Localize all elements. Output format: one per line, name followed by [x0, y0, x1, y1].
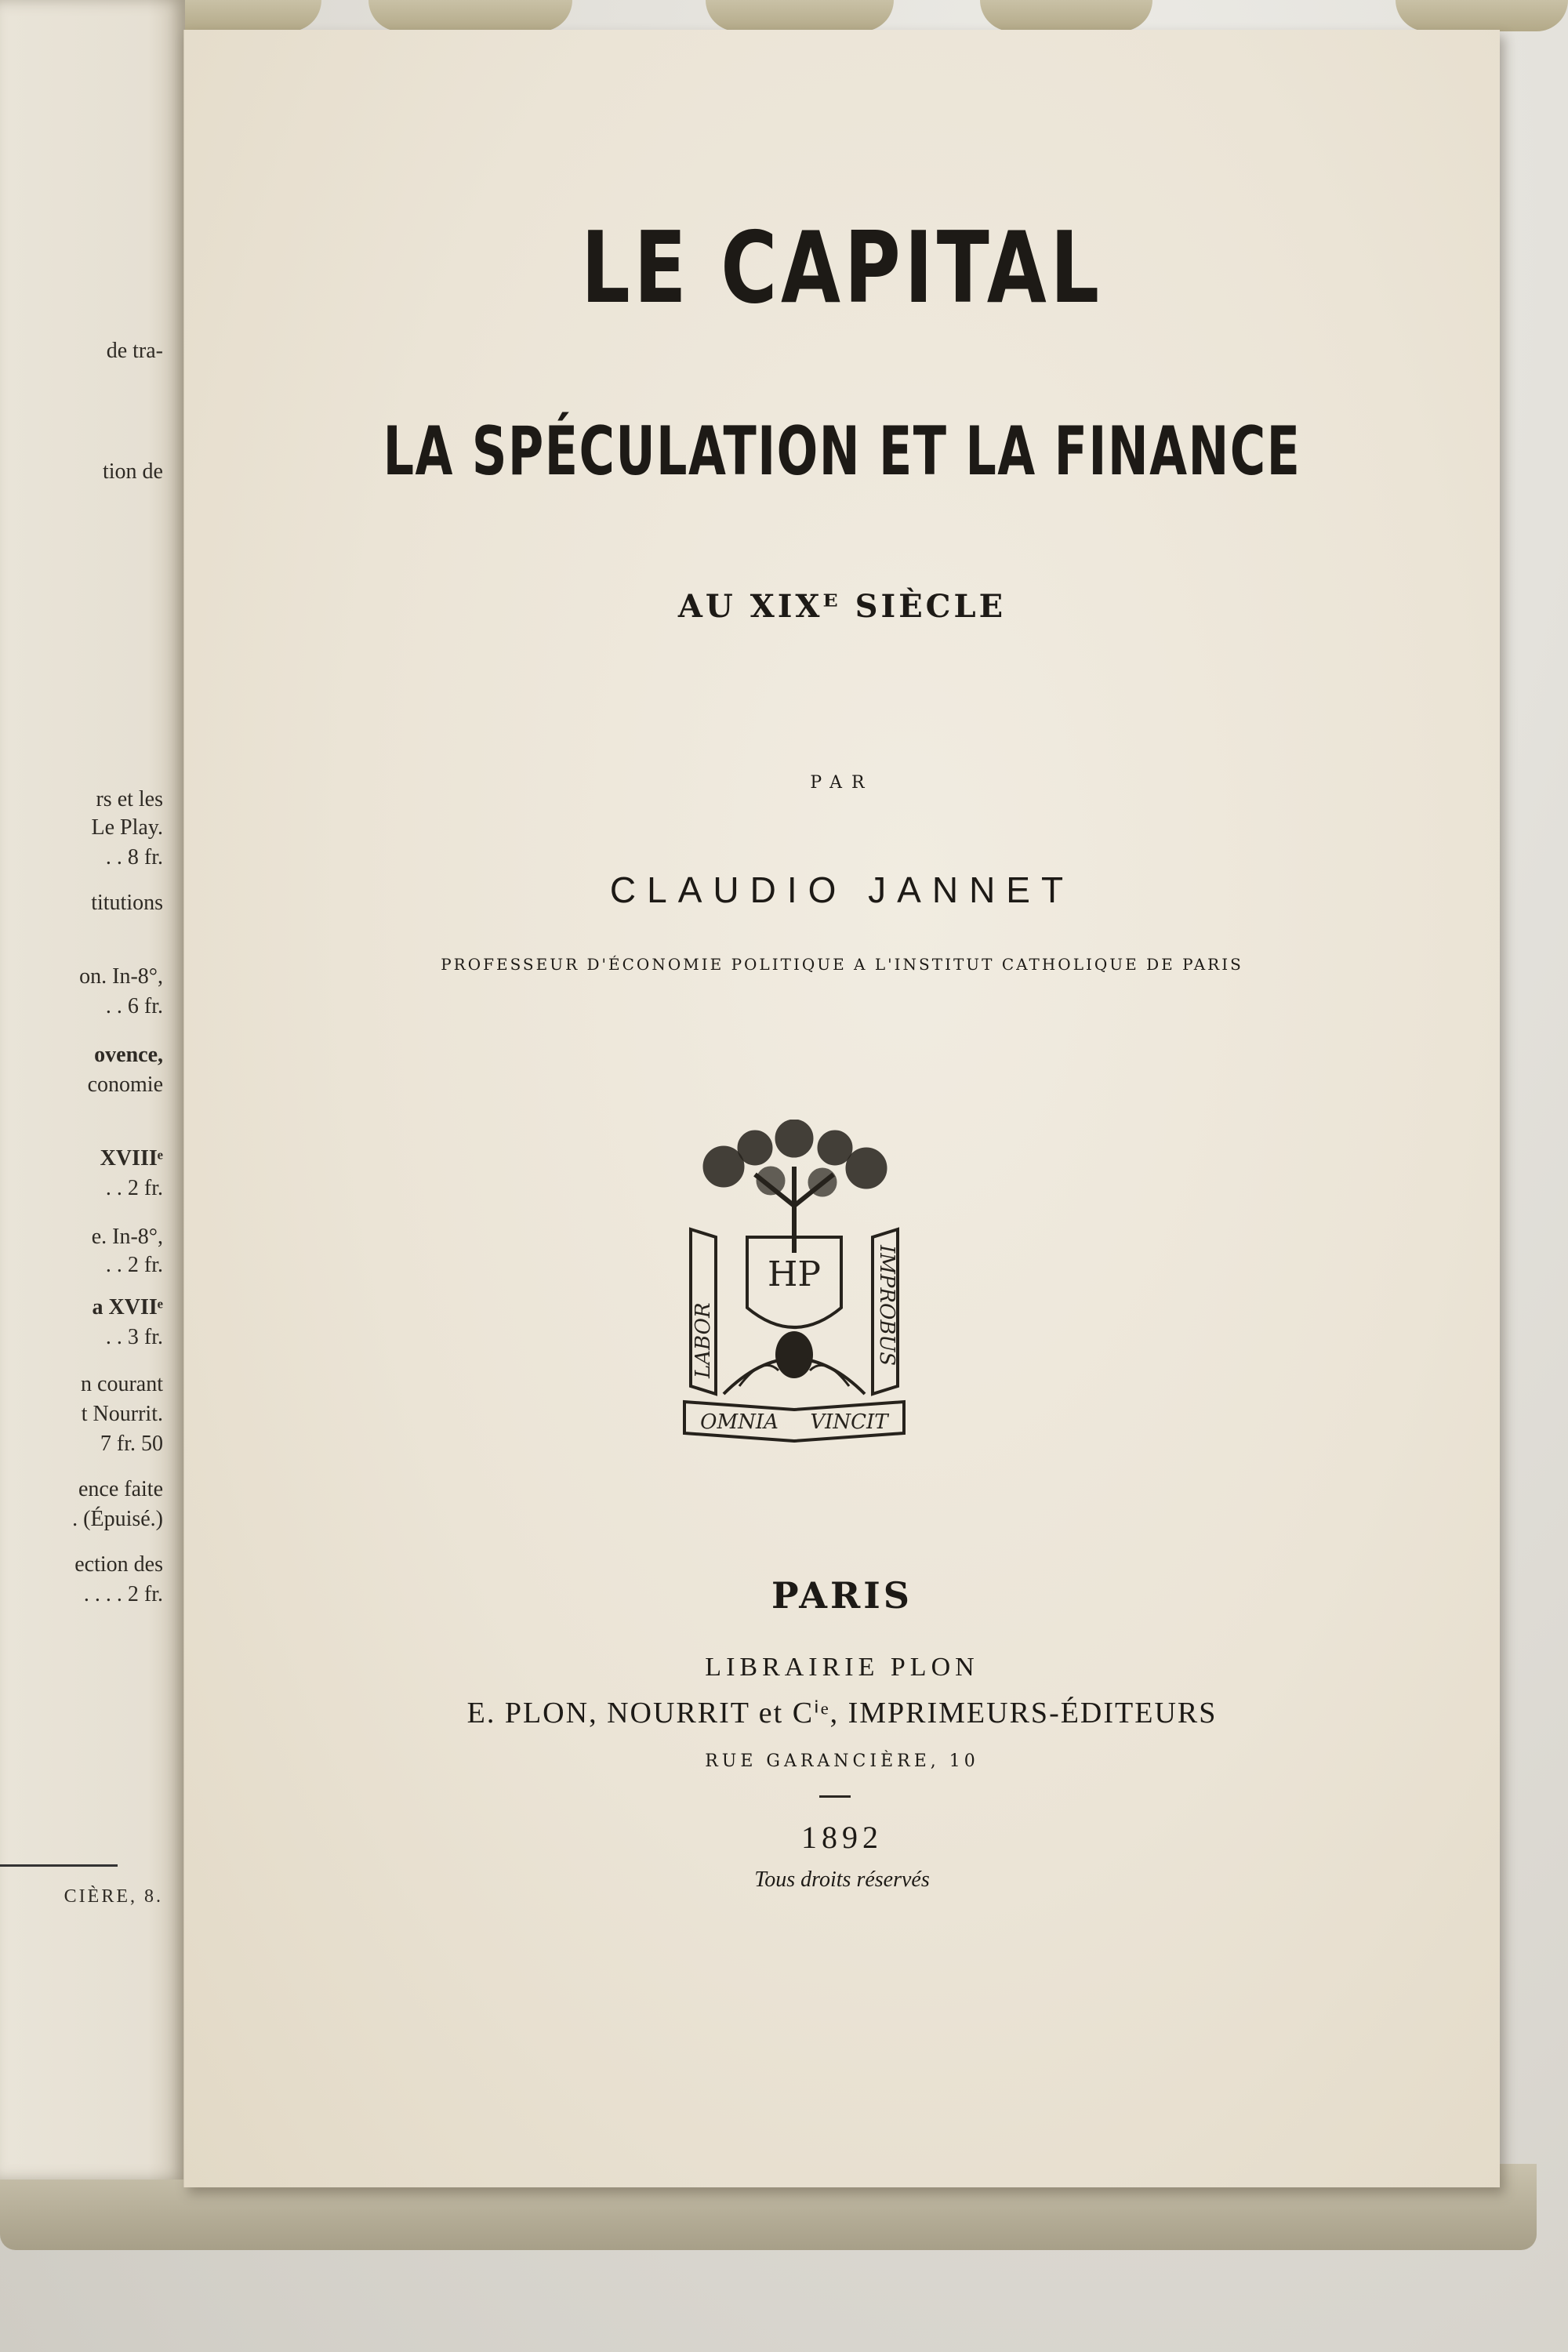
library: LIBRAIRIE PLON [705, 1653, 979, 1682]
publisher-emblem-icon [669, 1120, 920, 1449]
publisher-address: RUE GARANCIÈRE, 10 [705, 1751, 979, 1771]
emblem-motto-right: IMPROBUS [875, 1245, 898, 1367]
emblem-motto-bottom-right: VINCIT [810, 1410, 888, 1434]
left-page [0, 0, 185, 2180]
emblem-motto-left: LABOR [691, 1302, 715, 1378]
left-text-line: e. In-8°, [91, 1225, 163, 1249]
title-page [183, 30, 1500, 2187]
background-book [368, 0, 572, 31]
left-text-line: . . 2 fr. [105, 1253, 163, 1277]
divider [819, 1795, 851, 1798]
left-text-line: . . 3 fr. [105, 1325, 163, 1349]
left-text-line: titutions [91, 891, 163, 915]
left-text-line: ence faite [78, 1477, 163, 1501]
left-text-line: . . . . 2 fr. [83, 1582, 163, 1606]
left-text-line: . . 2 fr. [105, 1176, 163, 1200]
century-line: AU XIXᴱ SIÈCLE [677, 588, 1007, 625]
city: PARIS [771, 1574, 913, 1617]
emblem-motto-bottom-left: OMNIA [700, 1410, 779, 1434]
left-text-line: . . 8 fr. [105, 845, 163, 869]
left-text-line: on. In-8°, [79, 964, 163, 989]
left-rule [0, 1864, 118, 1867]
author-name: CLAUDIO JANNET [609, 869, 1075, 910]
left-text-line: conomie [87, 1073, 163, 1097]
left-text-line: tion de [103, 459, 163, 484]
background-book [980, 0, 1152, 31]
left-text-line: 7 fr. 50 [100, 1432, 163, 1456]
by-label: PAR [810, 773, 874, 793]
book-title: LE CAPITAL [581, 210, 1103, 325]
emblem-monogram: HP [768, 1254, 821, 1294]
left-text-line: t Nourrit. [81, 1402, 163, 1426]
background-book [1396, 0, 1568, 31]
left-text-line: ection des [74, 1552, 163, 1577]
left-text-line: Le Play. [91, 815, 163, 840]
left-text-line: a XVIIᵉ [92, 1295, 163, 1319]
rights-notice: Tous droits réservés [754, 1867, 930, 1892]
left-text-line: ovence, [94, 1043, 163, 1067]
author-role: PROFESSEUR D'ÉCONOMIE POLITIQUE A L'INSTITUT CATHOLIQUE DE PARIS [441, 955, 1243, 974]
book-subtitle: LA SPÉCULATION ET LA FINANCE [383, 412, 1301, 491]
left-text-line: CIÈRE, 8. [64, 1886, 163, 1907]
left-text-line: n courant [81, 1372, 163, 1396]
left-text-line: . . 6 fr. [105, 994, 163, 1018]
background-book [706, 0, 894, 31]
publication-year: 1892 [801, 1820, 883, 1855]
left-text-line: XVIIIᵉ [100, 1146, 163, 1171]
publisher: E. PLON, NOURRIT et Cⁱᵉ, IMPRIMEURS-ÉDITEURS [466, 1697, 1218, 1730]
left-text-line: . (Épuisé.) [72, 1507, 163, 1531]
left-text-line: de tra- [106, 339, 163, 363]
left-text-line: rs et les [96, 787, 163, 811]
